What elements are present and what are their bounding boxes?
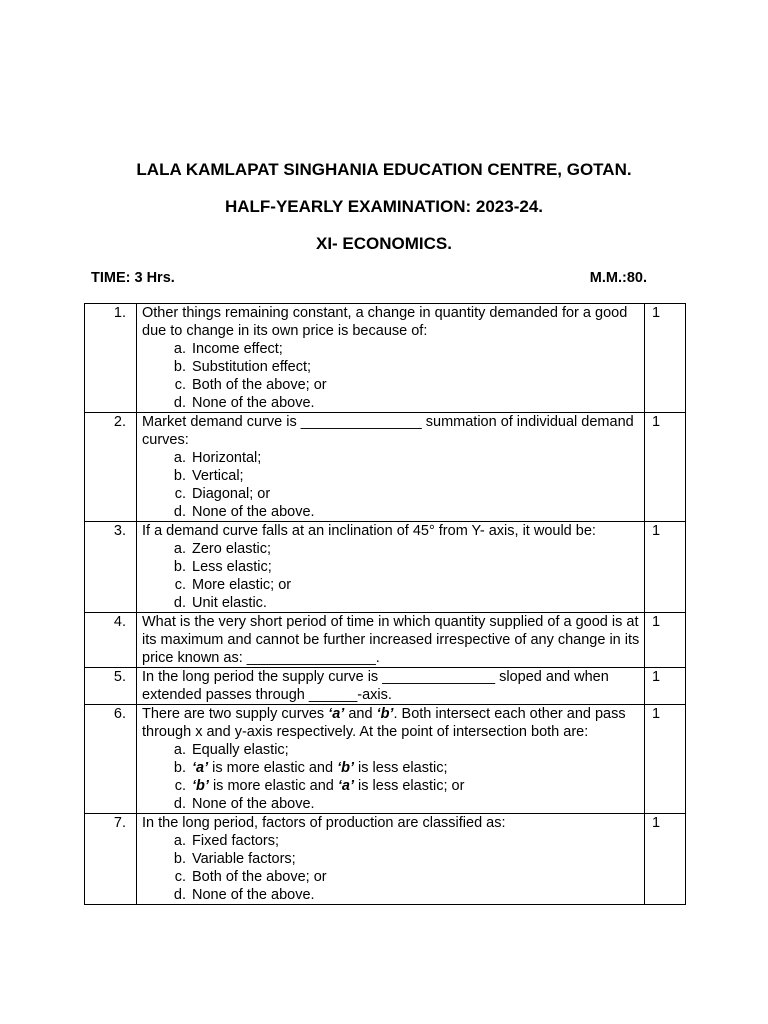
- option-item: [164, 449, 640, 467]
- question-body: [137, 304, 645, 413]
- option-letter: a.: [173, 450, 186, 466]
- curve-label-a: ‘a’: [192, 760, 209, 776]
- option-text: Substitution effect;: [192, 359, 312, 375]
- question-number: 2.: [85, 413, 137, 522]
- option-item: [164, 558, 640, 576]
- option-item: [164, 868, 640, 886]
- option-text: Income effect;: [192, 341, 283, 357]
- option-text: Less elastic;: [192, 559, 272, 575]
- curve-label-b: ‘b’: [337, 760, 354, 776]
- option-list: [142, 741, 640, 813]
- question-row: [85, 522, 686, 613]
- max-marks-label: M.M.:80.: [589, 270, 647, 286]
- option-letter: c.: [174, 869, 186, 885]
- question-marks: 1: [645, 522, 686, 613]
- question-body: [137, 814, 645, 905]
- option-text: Zero elastic;: [192, 541, 271, 557]
- curve-label-a: ‘a’: [328, 706, 345, 722]
- option-letter: a.: [173, 742, 186, 758]
- question-text-part: . Both intersect each other and pass through x and y-axis respectively. At the point of intersection both are:: [142, 706, 626, 740]
- option-item: [164, 759, 640, 777]
- question-marks: 1: [645, 613, 686, 668]
- question-text-part: and: [344, 706, 377, 722]
- option-text: Both of the above; or: [192, 869, 327, 885]
- option-letter: d.: [173, 796, 186, 812]
- option-text-part: is less elastic;: [354, 760, 448, 776]
- question-text: In the long period, factors of production are classified as:: [142, 815, 506, 831]
- question-marks: 1: [645, 705, 686, 814]
- question-body: [137, 705, 645, 814]
- option-letter: b.: [173, 468, 186, 484]
- option-list: [142, 340, 640, 412]
- option-item: [164, 741, 640, 759]
- curve-label-b: ‘b’: [376, 706, 394, 722]
- option-letter: c.: [174, 778, 186, 794]
- option-letter: a.: [173, 833, 186, 849]
- option-item: [164, 485, 640, 503]
- questions-table: [84, 303, 686, 905]
- option-text: Both of the above; or: [192, 377, 327, 393]
- option-letter: c.: [174, 486, 186, 502]
- option-item: [164, 795, 640, 813]
- option-item: [164, 376, 640, 394]
- question-text-part: There are two supply curves: [142, 706, 329, 722]
- question-body: [137, 522, 645, 613]
- subject-title: XI- ECONOMICS.: [315, 234, 452, 253]
- option-list: [142, 540, 640, 612]
- option-item: [164, 777, 640, 795]
- question-number: 5.: [85, 668, 137, 705]
- question-number: 7.: [85, 814, 137, 905]
- option-letter: d.: [173, 595, 186, 611]
- school-name: LALA KAMLAPAT SINGHANIA EDUCATION CENTRE, GOTAN.: [136, 160, 632, 179]
- option-letter: b.: [173, 359, 186, 375]
- question-marks: 1: [645, 413, 686, 522]
- option-text: Variable factors;: [192, 851, 296, 867]
- option-text: Equally elastic;: [192, 742, 289, 758]
- question-row: [85, 304, 686, 413]
- question-number: 3.: [85, 522, 137, 613]
- question-row: [85, 668, 686, 705]
- question-text: In the long period the supply curve is ______________ sloped and when extended passes through ______-axis.: [142, 669, 609, 703]
- option-item: [164, 467, 640, 485]
- option-text: Horizontal;: [192, 450, 262, 466]
- question-row: [85, 814, 686, 905]
- question-text: If a demand curve falls at an inclination of 45° from Y- axis, it would be:: [142, 523, 596, 539]
- curve-label-a: ‘a’: [337, 778, 354, 794]
- question-number: 1.: [85, 304, 137, 413]
- question-text: Market demand curve is _______________ summation of individual demand curves:: [142, 414, 634, 448]
- question-body: [137, 668, 645, 705]
- option-letter: d.: [173, 887, 186, 903]
- option-item: [164, 503, 640, 521]
- option-text: Unit elastic.: [192, 595, 267, 611]
- question-body: [137, 613, 645, 668]
- option-list: [142, 449, 640, 521]
- option-text: None of the above.: [192, 887, 315, 903]
- option-letter: c.: [174, 377, 186, 393]
- option-item: [164, 886, 640, 904]
- exam-meta: [91, 269, 647, 287]
- option-text: None of the above.: [192, 796, 315, 812]
- option-item: [164, 540, 640, 558]
- time-label: TIME: 3 Hrs.: [91, 270, 175, 286]
- option-item: [164, 358, 640, 376]
- option-letter: b.: [173, 760, 186, 776]
- question-marks: 1: [645, 814, 686, 905]
- question-number: 6.: [85, 705, 137, 814]
- option-letter: d.: [173, 395, 186, 411]
- option-letter: b.: [173, 559, 186, 575]
- option-text: Vertical;: [192, 468, 244, 484]
- option-text: None of the above.: [192, 395, 315, 411]
- exam-title: HALF-YEARLY EXAMINATION: 2023-24.: [224, 197, 544, 216]
- option-text: [192, 759, 640, 777]
- option-item: [164, 594, 640, 612]
- option-text-part: is more elastic and: [208, 778, 338, 794]
- option-text: Fixed factors;: [192, 833, 280, 849]
- option-letter: d.: [173, 504, 186, 520]
- option-list: [142, 832, 640, 904]
- option-item: [164, 340, 640, 358]
- option-letter: a.: [173, 341, 186, 357]
- option-letter: c.: [174, 577, 186, 593]
- question-row: [85, 413, 686, 522]
- option-text-part: is less elastic; or: [354, 778, 465, 794]
- question-number: 4.: [85, 613, 137, 668]
- option-text: Diagonal; or: [192, 486, 271, 502]
- question-marks: 1: [645, 668, 686, 705]
- question-body: [137, 413, 645, 522]
- option-item: [164, 832, 640, 850]
- question-text: [142, 705, 640, 741]
- question-marks: 1: [645, 304, 686, 413]
- option-text: None of the above.: [192, 504, 315, 520]
- question-row: [85, 705, 686, 814]
- option-text: [192, 777, 640, 795]
- option-item: [164, 576, 640, 594]
- option-item: [164, 850, 640, 868]
- option-text-part: is more elastic and: [208, 760, 338, 776]
- question-text: Other things remaining constant, a change in quantity demanded for a good due to change in its own price is because of:: [142, 305, 628, 339]
- option-letter: b.: [173, 851, 186, 867]
- option-item: [164, 394, 640, 412]
- option-letter: a.: [173, 541, 186, 557]
- option-text: More elastic; or: [192, 577, 292, 593]
- question-text: What is the very short period of time in which quantity supplied of a good is at its maximum and cannot be further increased irrespective of any change in its price known as: ________________.: [142, 614, 640, 666]
- curve-label-b: ‘b’: [192, 778, 209, 794]
- question-row: [85, 613, 686, 668]
